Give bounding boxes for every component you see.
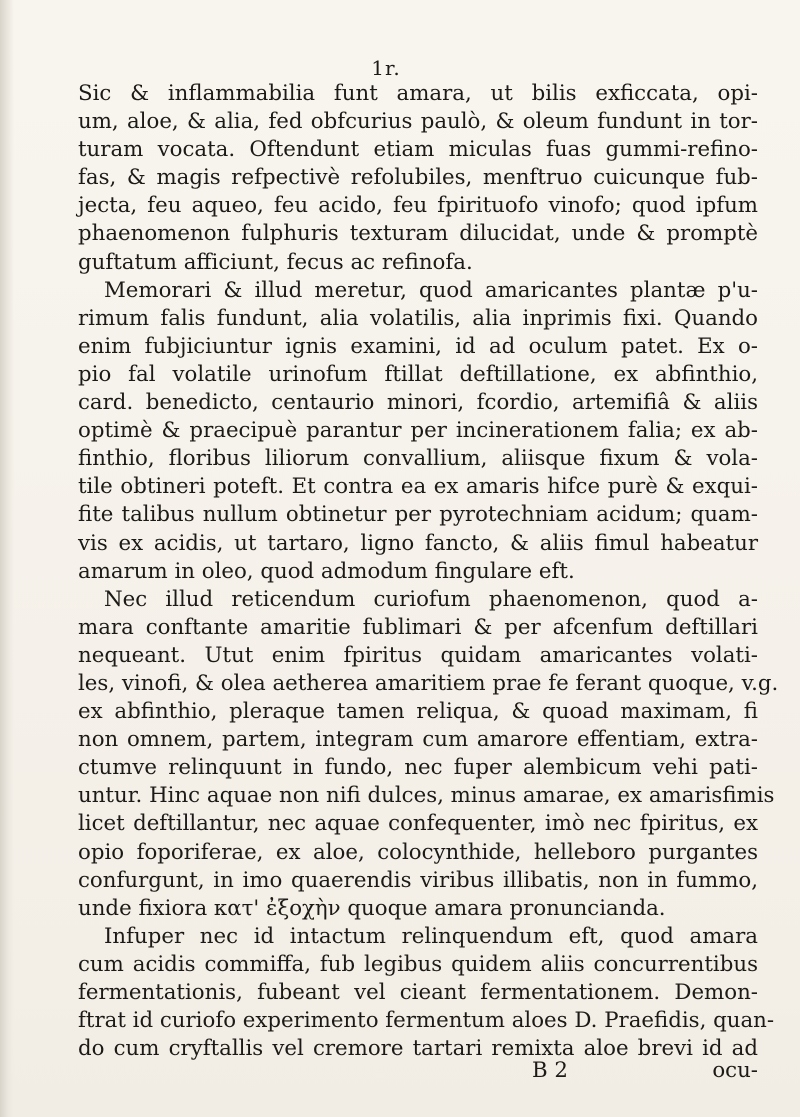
text-line: optimè & praecipuè parantur per incinerationem falia; ex ab-	[78, 418, 758, 444]
body-text	[78, 80, 779, 1063]
text-line: Memorari & illud meretur, quod amaricantes plantæ p'u-	[104, 277, 758, 303]
page-footer	[78, 1058, 758, 1088]
text-line: Infuper nec id intactum relinquendum eft, quod amara	[104, 923, 758, 949]
text-line: licet deftillantur, nec aquae confequenter, imò nec fpiritus, ex	[78, 811, 758, 837]
text-line: les, vinofi, & olea aetherea amaritiem prae fe ferant quoque, v.g.	[78, 670, 779, 696]
text-line: finthio, floribus liliorum convallium, aliisque fixum & vola-	[78, 446, 758, 472]
text-line: rimum falis fundunt, alia volatilis, alia inprimis fixi. Quando	[78, 305, 758, 331]
text-line: Nec illud reticendum curiofum phaenomenon, quod a-	[104, 586, 758, 612]
text-line: fas, & magis refpectivè refolubiles, menftruo cuicunque fub-	[78, 165, 758, 191]
text-line: turam vocata. Oftendunt etiam miculas fuas gummi-refino-	[78, 137, 758, 163]
folio-number: 1r.	[371, 56, 401, 80]
text-line: non omnem, partem, integram cum amarore effentiam, extra-	[78, 727, 758, 753]
text-line: tile obtineri poteft. Et contra ea ex amaris hifce purè & exqui-	[78, 474, 758, 500]
text-line: unde fixiora κατ' ἐξοχὴν quoque amara pronuncianda.	[78, 895, 666, 921]
text-line: vis ex acidis, ut tartaro, ligno fancto, & aliis fimul habeatur	[78, 530, 758, 556]
text-line: pio fal volatile urinofum ftillat deftillatione, ex abfinthio,	[78, 361, 758, 387]
text-line: um, aloe, & alia, fed obfcurius paulò, & oleum fundunt in tor-	[78, 109, 758, 135]
text-line: untur. Hinc aquae non nifi dulces, minus amarae, ex amarisfimis	[78, 783, 775, 809]
text-line: enim fubjiciuntur ignis examini, id ad oculum patet. Ex o-	[78, 333, 758, 359]
page-gutter	[0, 0, 14, 1117]
text-line: amarum in oleo, quod admodum fingulare eft.	[78, 558, 575, 584]
text-line: fite talibus nullum obtinetur per pyrotechniam acidum; quam-	[78, 502, 758, 528]
text-line: do cum cryftallis vel cremore tartari remixta aloe brevi id ad	[78, 1036, 758, 1062]
text-line: Sic & inflammabilia funt amara, ut bilis exficcata, opi-	[78, 81, 758, 106]
text-line: ctumve relinquunt in fundo, nec fuper alembicum vehi pati-	[78, 755, 758, 781]
text-line: nequeant. Utut enim fpiritus quidam amaricantes volati-	[78, 642, 758, 668]
text-line: ftrat id curiofo experimento fermentum aloes D. Praefidis, quan-	[78, 1008, 775, 1034]
text-line: opio foporiferae, ex aloe, colocynthide, helleboro purgantes	[78, 839, 758, 865]
catchword: ocu-	[712, 1058, 758, 1083]
text-line: cum acidis commiffa, fub legibus quidem aliis concurrentibus	[78, 951, 758, 977]
text-line: mara conftante amaritie fublimari & per afcenfum deftillari	[78, 614, 758, 640]
text-line: confurgunt, in imo quaerendis viribus illibatis, non in fummo,	[78, 867, 758, 893]
text-line: ex abfinthio, pleraque tamen reliqua, & quoad maximam, fi	[78, 699, 758, 725]
signature-mark: B 2	[532, 1058, 568, 1083]
text-line: fermentationis, fubeant vel cieant fermentationem. Demon-	[78, 980, 758, 1005]
text-line: phaenomenon fulphuris texturam dilucidat, unde & promptè	[78, 221, 758, 247]
text-line: jecta, feu aqueo, feu acido, feu fpirituofo vinofo; quod ipfum	[78, 193, 758, 219]
text-line: guftatum afficiunt, fecus ac refinofa.	[78, 249, 473, 275]
text-line: card. benedicto, centaurio minori, fcordio, artemifiâ & aliis	[78, 390, 758, 416]
